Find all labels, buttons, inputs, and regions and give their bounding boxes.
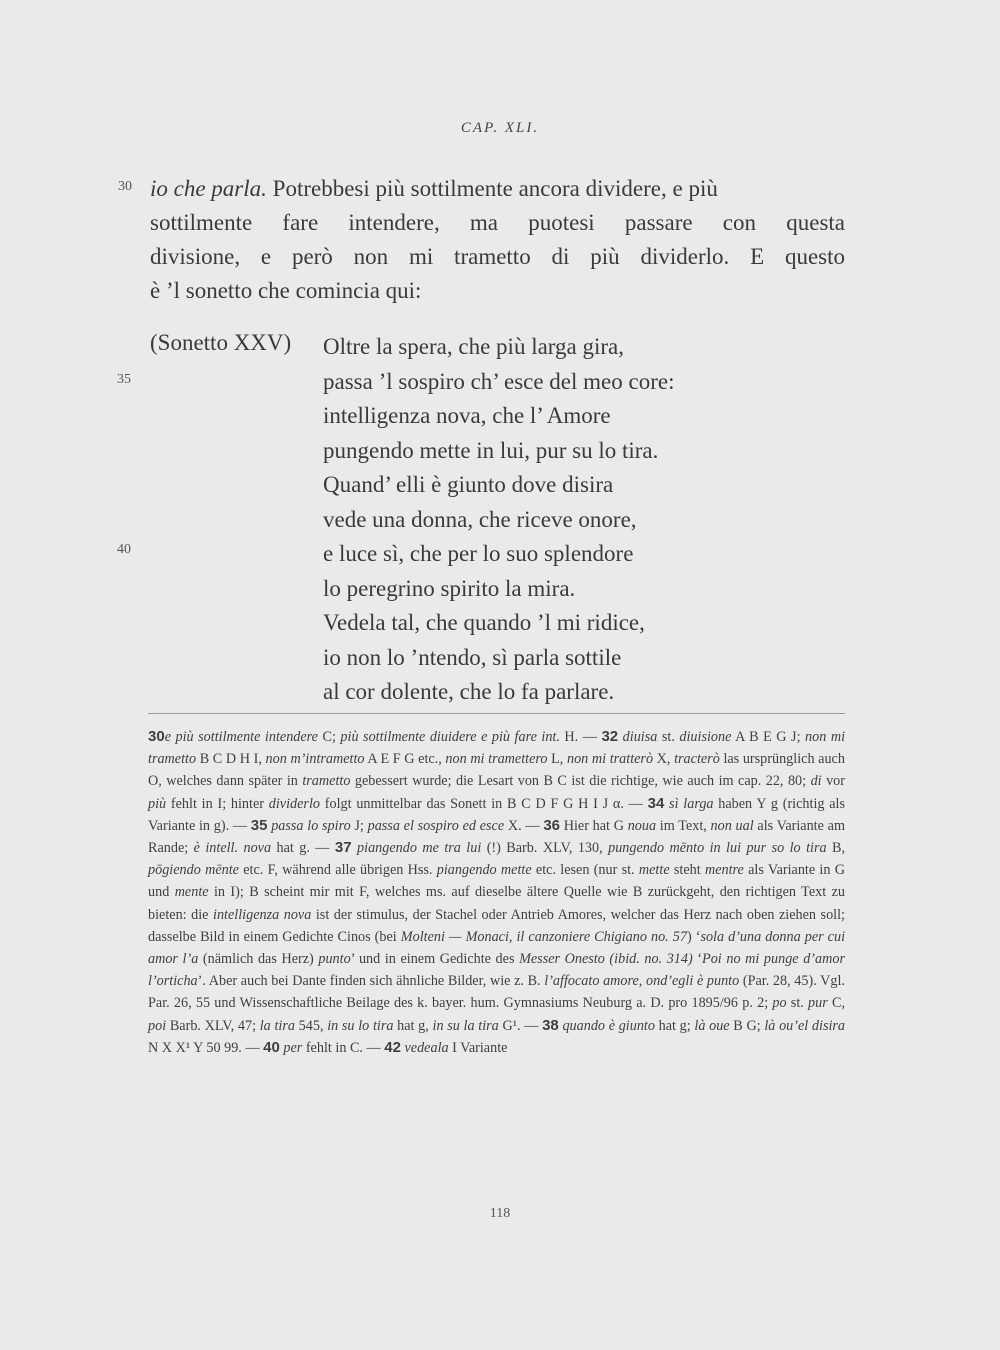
apparatus-text: ist der stimulus, der Stachel oder Antrieb Amores, welcher das Herz nach oben ziehen soll; dasselbe Bild in einem Gedichte Cinos (bei — [148, 906, 845, 945]
apparatus-reading: è intell. nova — [193, 840, 272, 857]
apparatus-reading: poi — [148, 1017, 167, 1034]
apparatus-text: gebessert wurde; die Lesart von B C ist die richtige, wie auch im cap. 22, 80; — [350, 773, 811, 790]
apparatus-reading: là ou’el disira — [764, 1017, 846, 1034]
apparatus-text: 545, — [294, 1017, 328, 1034]
apparatus-text: (!) Barb. XLV, 130, — [481, 840, 609, 857]
apparatus-reading: dividerlo — [268, 795, 320, 812]
sonnet-line: Oltre la spera, che più larga gira, — [323, 334, 624, 359]
apparatus-reading: diuisione — [679, 729, 732, 745]
apparatus-reading: e più sottilmente intendere — [164, 729, 318, 745]
apparatus-text: B C D H I, — [196, 751, 266, 768]
apparatus-reading: mente — [174, 884, 209, 901]
apparatus-text: im Text, — [656, 817, 711, 834]
apparatus-reading: Poi no mi punge d’amor l’orticha — [148, 951, 845, 990]
sonnet-label: (Sonetto XXV) — [150, 330, 292, 355]
apparatus-reading: passa el sospiro ed esce — [367, 817, 505, 834]
apparatus-reading: pungendo mēnto in lui pur so lo tira — [608, 840, 827, 857]
apparatus-reading: Messer Onesto (ibid. no. 314) — [519, 951, 693, 968]
prose-line: sottilmente fare intendere, ma puotesi passare con questa — [150, 210, 845, 235]
line-number-30: 30 — [118, 179, 132, 194]
page-number: 118 — [489, 1206, 511, 1221]
apparatus-reading: la tira — [259, 1017, 295, 1034]
apparatus-reading: vedeala — [400, 1039, 449, 1056]
apparatus-reading: non mi trametto — [148, 729, 846, 768]
apparatus-reading: quando è giunto — [558, 1017, 655, 1034]
apparatus-line-ref: 35 — [250, 816, 268, 834]
apparatus-text: als Variante am Rande; — [148, 817, 845, 857]
apparatus-text: ’ und in einem Gedichte des — [350, 951, 520, 968]
apparatus-text: etc. lesen (nur st. — [531, 862, 639, 879]
apparatus-reading: noua — [627, 817, 657, 834]
sonnet-line: vede una donna, che riceve onore, — [323, 506, 637, 532]
apparatus-text: Hier hat G — [560, 817, 628, 834]
apparatus-line-ref: 30 — [148, 728, 165, 745]
apparatus-reading: mentre — [704, 862, 744, 879]
sonnet-line: io non lo ’ntendo, sì parla sottile — [323, 644, 622, 670]
apparatus-line-ref: 37 — [334, 839, 352, 857]
apparatus-line-ref: 34 — [647, 794, 665, 812]
apparatus-reading: non mi tramettero — [445, 751, 548, 768]
apparatus-text: X. — — [504, 817, 544, 834]
apparatus-reading: intelligenza nova — [213, 906, 312, 923]
line-number-40: 40 — [117, 542, 131, 557]
apparatus-text: fehlt in C. — — [302, 1039, 385, 1056]
apparatus-line-ref: 42 — [384, 1038, 401, 1056]
apparatus-reading: diuisa — [618, 729, 658, 745]
apparatus-text: (nämlich das Herz) — [198, 951, 319, 968]
sonnet-line: pungendo mette in lui, pur su lo tira. — [323, 437, 659, 463]
apparatus-reading: non m’intrametto — [265, 751, 365, 768]
apparatus-text: folgt unmittelbar das Sonett in B C D F G H I J α. — — [320, 795, 648, 812]
apparatus-reading: po — [772, 995, 787, 1012]
apparatus-text: haben Y g (richtig als Variante in g). — — [148, 795, 846, 834]
apparatus-text: Barb. XLV, 47; — [166, 1017, 260, 1034]
apparatus-reading: in su lo tira — [327, 1017, 394, 1034]
line-number-35: 35 — [117, 372, 131, 387]
prose-lead-italic: io che parla. — [150, 176, 267, 201]
prose-paragraph — [150, 172, 845, 308]
apparatus-text: steht — [669, 862, 705, 879]
apparatus-text: etc. F, während alle übrigen Hss. — [238, 862, 437, 879]
apparatus-text: B G; — [729, 1017, 765, 1034]
apparatus-text: G¹. — — [498, 1017, 543, 1034]
apparatus-reading: piangendo me tra lui — [351, 840, 482, 857]
apparatus-text: H. — — [559, 729, 602, 745]
apparatus-reading: per — [279, 1039, 303, 1056]
sonnet-line: Vedela tal, che quando ’l mi ridice, — [323, 610, 645, 635]
footnote-divider — [148, 713, 845, 714]
apparatus-text: (Par. 28, 45). Vgl. Par. 26, 55 und Wissenschaftliche Beilage des k. bayer. hum. Gymnasiums Neuburg a. D. pro 1895/96 p. 2; — [148, 973, 845, 1012]
sonnet — [323, 330, 674, 710]
critical-apparatus — [148, 726, 845, 1059]
apparatus-text: st. — [786, 995, 809, 1012]
apparatus-text: J; — [350, 817, 368, 834]
apparatus-text: vor — [821, 773, 845, 790]
sonnet-line: lo peregrino spirito la mira. — [323, 575, 576, 601]
apparatus-reading: più sottilmente diuidere e più fare int. — [340, 729, 560, 745]
apparatus-text: las ursprünglich auch O, welches dann später in — [148, 751, 845, 790]
apparatus-reading: non mi tratterò — [566, 751, 654, 768]
apparatus-reading: mette — [638, 862, 670, 879]
sonnet-line: e luce sì, che per lo suo splendore — [323, 541, 634, 566]
apparatus-reading: non ual — [710, 817, 754, 834]
apparatus-reading: passa lo spiro — [267, 817, 351, 834]
apparatus-text: hat g; — [654, 1017, 695, 1034]
apparatus-reading: sola d’una donna per cui amor l’a — [148, 928, 846, 968]
apparatus-text: A E F G etc., — [364, 751, 446, 768]
apparatus-line-ref: 38 — [542, 1016, 559, 1034]
sonnet-line: intelligenza nova, che l’ Amore — [323, 403, 611, 428]
prose-line-text: Potrebbesi più sottilmente ancora dividere, e più — [266, 176, 718, 201]
apparatus-text: als Variante in G und — [148, 862, 845, 901]
apparatus-text: B, — [826, 840, 846, 857]
apparatus-reading: trametto — [302, 773, 351, 790]
prose-line: è ’l sonetto che comincia qui: — [150, 278, 422, 303]
apparatus-text: C, — [827, 995, 846, 1012]
apparatus-text: ) ‘ — [686, 928, 701, 945]
apparatus-text: I Variante — [448, 1039, 508, 1056]
apparatus-reading: tracterò — [674, 751, 720, 768]
apparatus-text: in I); B scheint mir mit F, welches ms. auf dieselbe ältere Quelle wie B zurückgeht, den richtigen Text zu bieten: die — [148, 884, 845, 923]
apparatus-text: A B E G J; — [731, 729, 806, 745]
apparatus-text: C; — [317, 729, 341, 745]
apparatus-text: st. — [657, 729, 680, 745]
apparatus-line-ref: 40 — [263, 1038, 280, 1056]
apparatus-reading: pōgiendo mēnte — [148, 862, 239, 879]
apparatus-text: X, — [653, 751, 675, 768]
apparatus-reading: pur — [808, 995, 828, 1012]
apparatus-line-ref: 32 — [601, 728, 619, 745]
apparatus-reading: in su la tira — [432, 1017, 499, 1034]
prose-line — [150, 172, 845, 206]
apparatus-reading: sì larga — [664, 795, 714, 812]
apparatus-reading: più — [148, 795, 167, 812]
apparatus-text: fehlt in I; hinter — [166, 795, 269, 812]
prose-line: divisione, e però non mi trametto di più dividerlo. E questo — [150, 244, 845, 269]
apparatus-text: L, — [547, 751, 567, 768]
sonnet-line: passa ’l sospiro ch’ esce del meo core: — [323, 368, 675, 394]
apparatus-text: ’. Aber auch bei Dante finden sich ähnliche Bilder, wie z. B. — [197, 973, 545, 990]
apparatus-text: N X X¹ Y 50 99. — — [148, 1039, 264, 1056]
apparatus-text: hat g, — [393, 1017, 433, 1034]
apparatus-reading: piangendo mette — [436, 862, 532, 879]
sonnet-line: al cor dolente, che lo fa parlare. — [323, 679, 615, 704]
apparatus-reading: l’affocato amore, ond’egli è punto — [544, 973, 740, 990]
apparatus-text: hat g. — — [271, 840, 335, 857]
apparatus-text: ‘ — [692, 951, 703, 968]
running-head: CAP. XLI. — [460, 120, 540, 136]
apparatus-reading: là oue — [694, 1017, 730, 1034]
apparatus-reading: di — [810, 773, 822, 790]
apparatus-reading: Molteni — Monaci, il canzoniere Chigiano no. 57 — [400, 928, 687, 945]
sonnet-line: Quand’ elli è giunto dove disira — [323, 472, 614, 497]
apparatus-reading: punto — [318, 951, 351, 968]
apparatus-line-ref: 36 — [543, 816, 560, 834]
